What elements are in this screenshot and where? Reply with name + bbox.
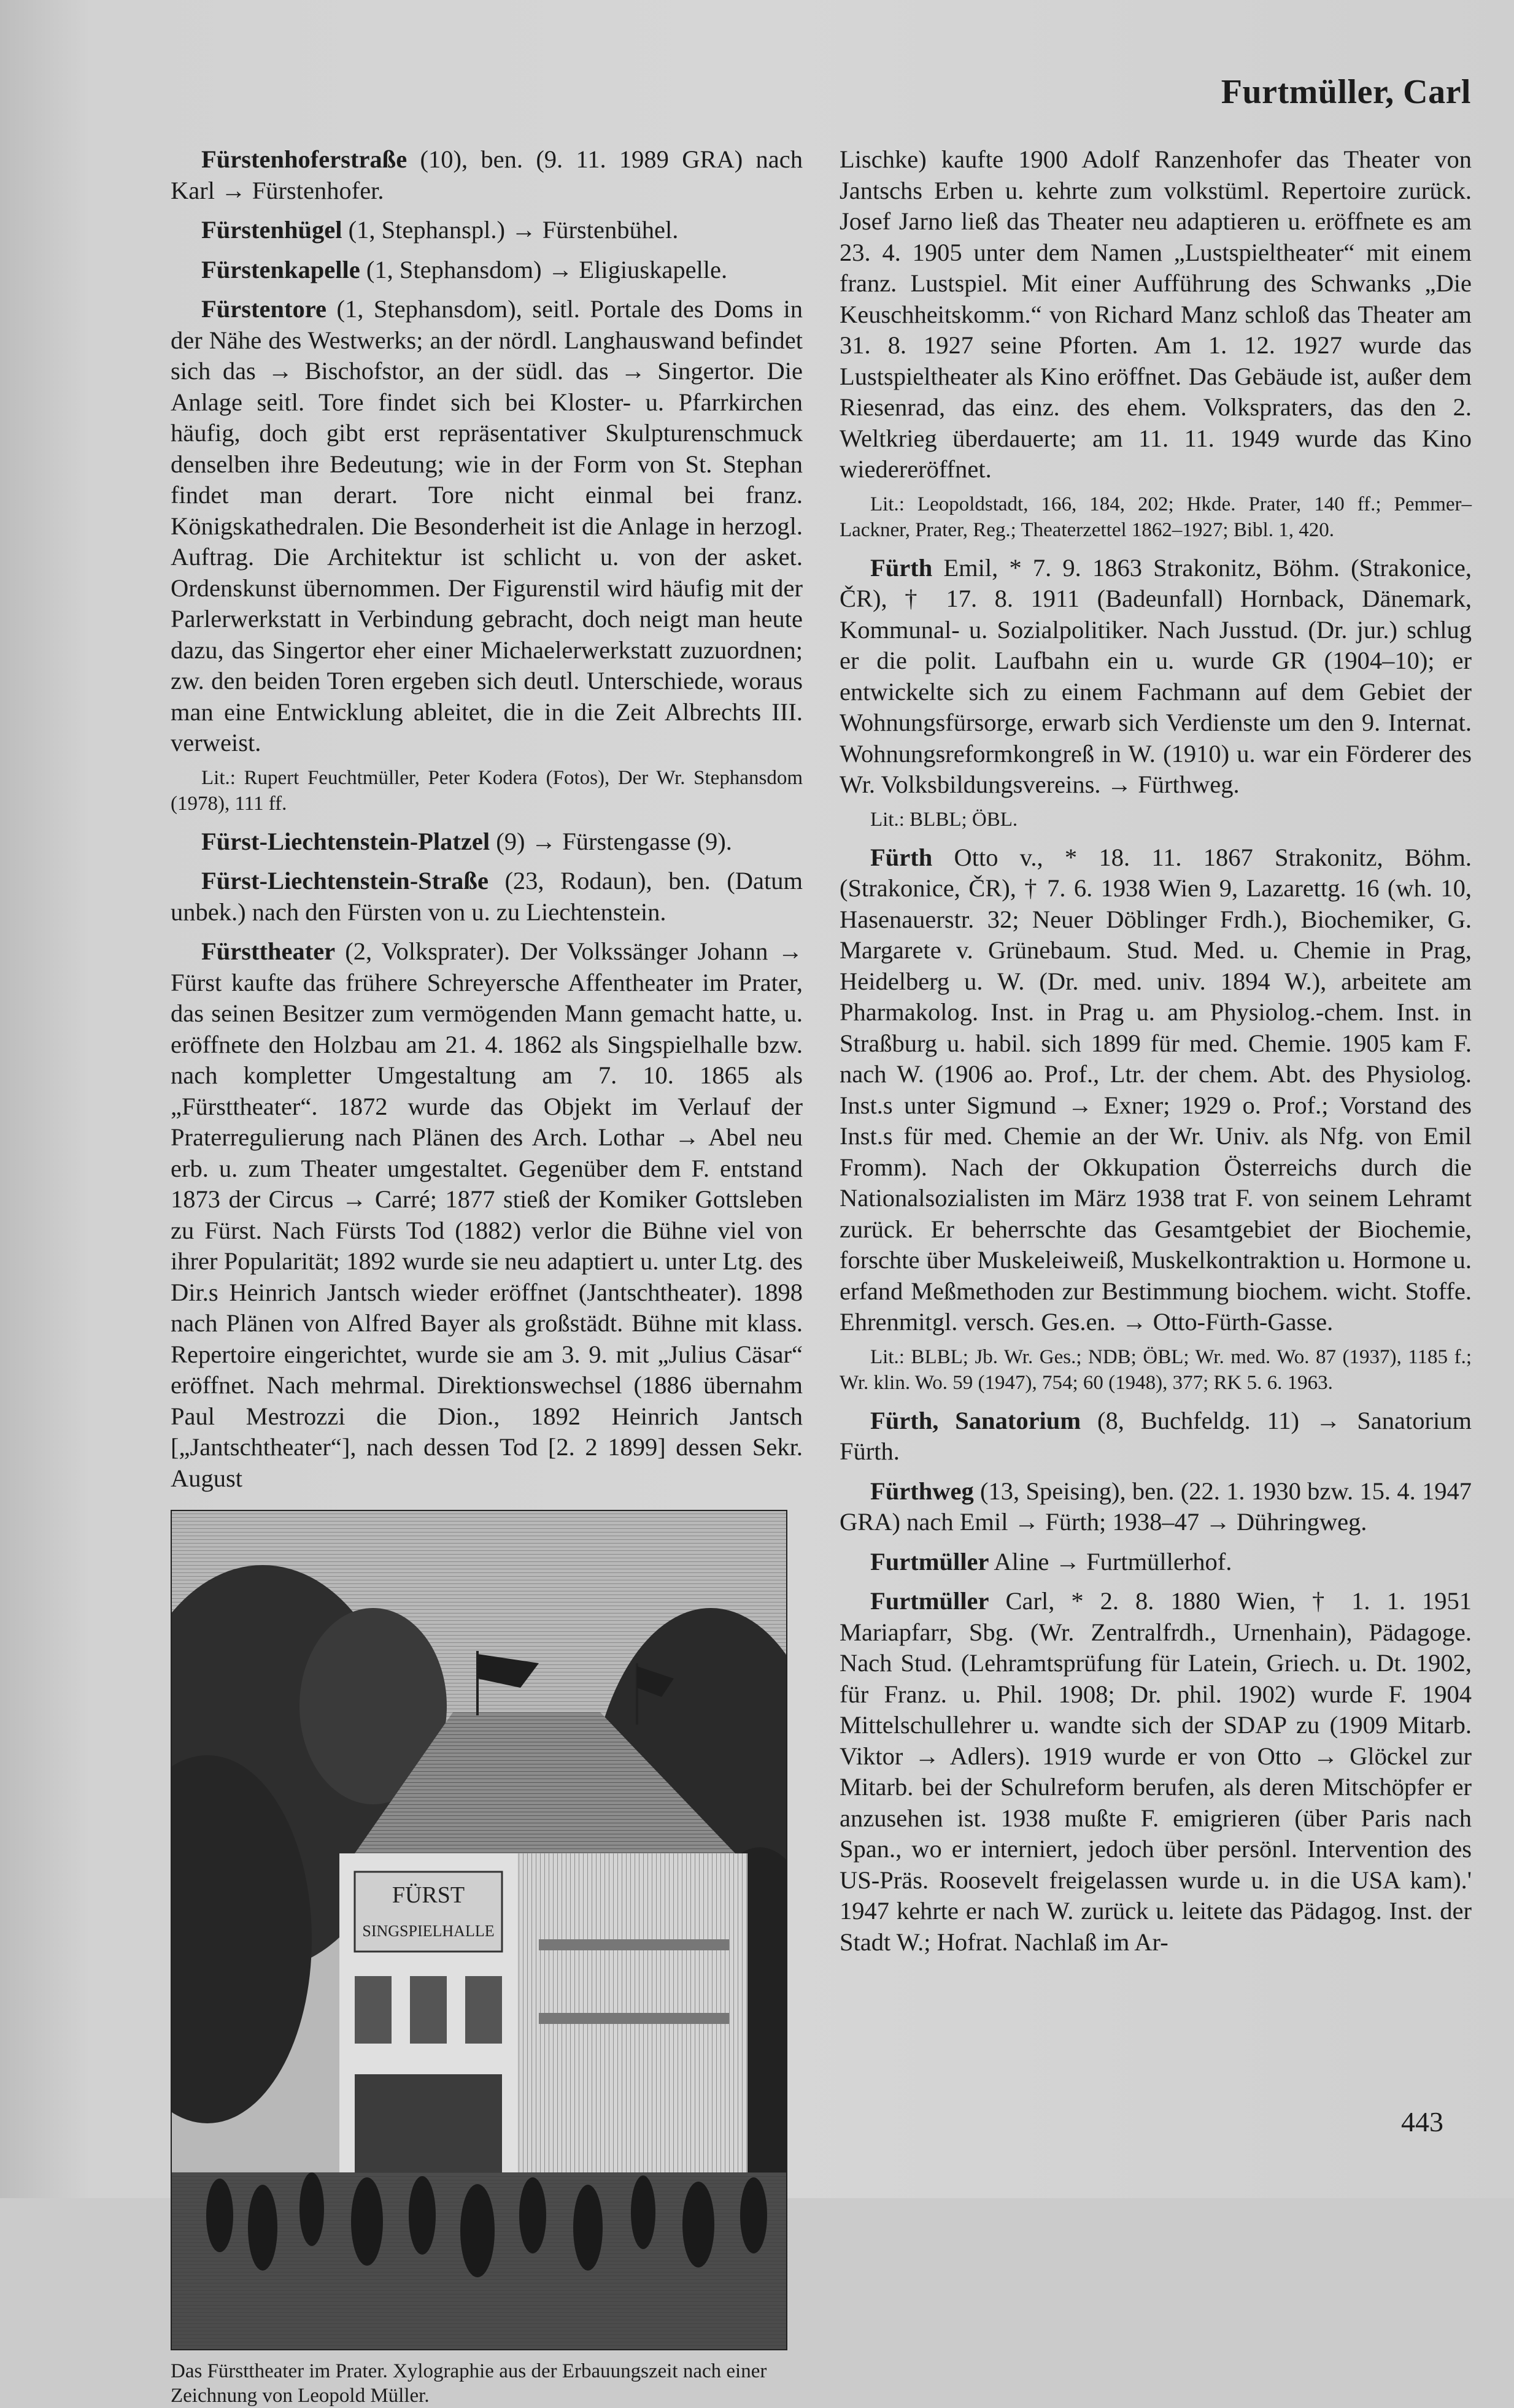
page-number: 443: [1401, 2106, 1443, 2137]
entry-furtmueller-aline: [840, 1547, 1472, 1578]
entry-text: (2, Volksprater). Der Volkssänger Johann → Fürst kaufte das frühere Schreyersche Affentheater im Prater, das seinen Besitzer zum vermögenden Mann gemacht hatte, u. eröffnete den Holzbau am 21. 4. 1862 als Singspielhalle bzw. nach kompletter Umgestaltung am 7. 10. 1865 als „Fürsttheater“. 1872 wurde das Objekt im Verlauf der Praterregulierung nach Plänen des Arch. Lothar → Abel neu erb. u. zum Theater umgestaltet. Gegenüber dem F. entstand 1873 der Circus → Carré; 1877 stieß der Komiker Gottsleben zu Fürst. Nach Fürsts Tod (1882) verlor die Bühne viel von ihrer Popularität; 1892 wurde sie neu adaptiert u. unter Ltg. des Dir.s Heinrich Jantsch wieder eröffnet (Jantschtheater). 1898 nach Plänen von Alfred Bayer als großstädt. Bühne mit klass. Repertoire eingerichtet, wurde sie am 3. 9. mit „Julius Cäsar“ eröffnet. Nach mehrmal. Direktionswechsel (1886 übernahm Paul Mestrozzi die Dion., 1892 Heinrich Jantsch [„Jantschtheater“], nach dessen Tod [2. 2 1899] dessen Sekr. August: [171, 937, 803, 1492]
entry-fuerthweg: [840, 1476, 1472, 1538]
entry-fuerth-otto: [840, 842, 1472, 1338]
entry-text: (9) → Fürstengasse (9).: [490, 827, 732, 855]
entry-text: Otto v., * 18. 11. 1867 Strakonitz, Böhm. (Strakonice, ČR), † 7. 6. 1938 Wien 9, Lazarettg. 16 (wh. 10, Hasenauerstr. 32; Neuer Döblinger Frdh.), Biochemiker, G. Margarete v. Grünebaum. Stud. Med. u. Chemie in Prag, Heidelberg u. W. (Dr. med. univ. 1894 W.), arbeitete am Pharmakolog. Inst. in Prag u. am Physiolog.-chem. Inst. in Straßburg u. habil. sich 1899 für med. Chemie. 1905 kam F. nach W. (1906 ao. Prof., Ltr. der chem. Abt. des Physiolog. Inst.s unter Sigmund → Exner; 1929 o. Prof.; Vorstand des Inst.s für med. Chemie an der Wr. Univ. als Nfg. von Emil Fromm). Nach der Okkupation Österreichs durch die Nationalsozialisten im März 1938 trat F. von seinem Lehramt zurück. Er beherrschte das Gesamtgebiet der Biochemie, forschte über Muskeleiweiß, Muskelkontraktion u. Hormone u. erfand Meßmethoden zur Bestimmung biochem. wicht. Stoffe. Ehrenmitgl. versch. Ges.en. → Otto-Fürth-Gasse.: [840, 843, 1472, 1336]
literature-note: Lit.: Rupert Feuchtmüller, Peter Kodera (Fotos), Der Wr. Stephansdom (1978), 111 ff.: [171, 766, 803, 815]
entry-fuerst-liechtenstein-strasse: [171, 866, 803, 928]
entry-headword: Furtmüller: [870, 1547, 989, 1575]
entry-fuerth-emil: [840, 553, 1472, 801]
literature-note: Lit.: BLBL; ÖBL.: [870, 808, 1018, 831]
entry-text: (13, Speising), ben. (22. 1. 1930 bzw. 15. 4. 1947 GRA) nach Emil → Fürth; 1938–47 → Dühringweg.: [840, 1477, 1472, 1536]
entry-fuerstentore: [171, 294, 803, 759]
entry-text: (1, Stephanspl.) → Fürstenbühel.: [342, 216, 679, 244]
entry-headword: Fürth: [870, 553, 933, 582]
sign-text-singspielhalle: SINGSPIELHALLE: [362, 1922, 495, 1940]
entry-headword: Fürstentore: [201, 295, 326, 323]
entry-text: Aline → Furtmüllerhof.: [989, 1547, 1232, 1575]
running-head: Furtmüller, Carl: [1221, 73, 1471, 111]
literature-note: Lit.: Leopoldstadt, 166, 184, 202; Hkde. Prater, 140 ff.; Pemmer–Lackner, Prater, Reg.; Theaterzettel 1862–1927; Bibl. 1, 420.: [840, 493, 1472, 541]
entry-text: (23, Rodaun), ben. (Datum unbek.) nach den Fürsten von u. zu Liechtenstein.: [171, 867, 803, 926]
entry-text: Emil, * 7. 9. 1863 Strakonitz, Böhm. (Strakonice, ČR), † 17. 8. 1911 (Badeunfall) Hornback, Dänemark, Kommunal- u. Sozialpolitiker. Nach Jusstud. (Dr. jur.) schlug er die polit. Laufbahn ein u. wurde GR (1904–10); er entwickelte sich zu einem Fachmann auf dem Gebiet der Wohnungsfürsorge, erwarb sich Verdienste um den 9. Internat. Wohnungsreformkongreß in W. (1910) u. war ein Förderer des Wr. Volksbildungsvereins. → Fürthweg.: [840, 553, 1472, 798]
literature-note: Lit.: BLBL; Jb. Wr. Ges.; NDB; ÖBL; Wr. med. Wo. 87 (1937), 1185 f.; Wr. klin. Wo. 59 (1947), 754; 60 (1948), 377; RK 5. 6. 1963.: [840, 1345, 1472, 1394]
entry-fuerstenkapelle: [171, 255, 803, 286]
entry-fuerstenhoferstrasse: [171, 144, 803, 206]
figure-caption: Das Fürsttheater im Prater. Xylographie aus der Erbauungszeit nach einer Zeichnung von Leopold Müller.: [171, 2360, 767, 2407]
sign-text-fuerst: FÜRST: [392, 1882, 465, 1908]
fuersttheater-illustration: [171, 1510, 787, 2350]
entry-headword: Furtmüller: [870, 1587, 989, 1615]
entry-fuerstenhuegel: [171, 215, 803, 246]
entry-headword: Fürstenkapelle: [201, 255, 360, 283]
entry-headword: Fürsttheater: [201, 937, 336, 965]
entry-headword: Fürstenhoferstraße: [201, 145, 407, 173]
entry-text: (1, Stephansdom) → Eligiuskapelle.: [360, 255, 728, 283]
entry-fuerth-sanatorium: [840, 1406, 1472, 1467]
entry-headword: Fürstenhügel: [201, 216, 342, 244]
woodcut-image: [171, 1510, 787, 2350]
entry-text: (8, Buchfeldg. 11) → Sanatorium Fürth.: [840, 1406, 1472, 1465]
right-column: [840, 144, 1472, 1966]
entry-fuerst-liechtenstein-platzel: [171, 826, 803, 858]
entry-headword: Fürth: [870, 843, 933, 871]
entry-furtmueller-carl: [840, 1586, 1472, 1958]
entry-headword: Fürst-Liechtenstein-Straße: [201, 867, 489, 894]
entry-fuersttheater-continued: Lischke) kaufte 1900 Adolf Ranzenhofer das Theater von Jantschs Erben u. kehrte zum volkstüml. Repertoire zurück. Josef Jarno ließ das Theater neu adaptieren u. eröffnete es am 23. 4. 1905 unter dem Namen „Lustspieltheater“ mit einem franz. Lustspiel. Mit einer Aufführung des Schwanks „Die Keuschheitskomm.“ von Richard Manz schloß das Theater am 31. 8. 1927 seine Pforten. Am 1. 12. 1927 wurde das Lustspieltheater als Kino eröffnet. Das Gebäude ist, außer dem Riesenrad, das einz. des ehem. Volkspraters, das den 2. Weltkrieg überdauerte; am 11. 11. 1949 wurde das Kino wiedereröffnet.: [840, 145, 1472, 483]
entry-headword: Fürth, Sanatorium: [870, 1406, 1081, 1434]
entry-headword: Fürst-Liechtenstein-Platzel: [201, 827, 490, 855]
entry-text: Carl, * 2. 8. 1880 Wien, † 1. 1. 1951 Mariapfarr, Sbg. (Wr. Zentralfrdh., Urnenhain), Pädagoge. Nach Stud. (Lehramtsprüfung für Latein, Griech. u. Dt. 1902, für Franz. u. Phil. 1908; Dr. phil. 1902) wurde F. 1904 Mittelschullehrer u. wandte sich der SDAP zu (1909 Mitarb. Viktor → Adlers). 1919 wurde er von Otto → Glöckel zur Mitarb. bei der Schulreform berufen, als deren Mitschöpfer er anzusehen ist. 1938 mußte F. emigrieren (über Paris nach Span., wo er interniert, jedoch über persönl. Intervention des US-Präs. Roosevelt freigelassen wurde u. in die USA kam).' 1947 kehrte er nach W. zurück u. leitete das Pädagog. Inst. der Stadt W.; Hofrat. Nachlaß im Ar-: [840, 1587, 1472, 1956]
entry-text: (10), ben. (9. 11. 1989 GRA) nach Karl → Fürstenhofer.: [171, 145, 803, 204]
entry-fuersttheater: [171, 936, 803, 1494]
entry-text: (1, Stephansdom), seitl. Portale des Doms in der Nähe des Westwerks; an der nördl. Langhauswand befindet sich das → Bischofstor, an der südl. das → Singertor. Die Anlage seitl. Tore findet sich bei Kloster- u. Pfarrkirchen häufig, doch gibt erst repräsentativer Skulpturenschmuck denselben ihre Bedeutung; wie in der Form von St. Stephan findet man derart. Tore nicht einmal bei franz. Königskathedralen. Die Besonderheit ist die Anlage in herzogl. Auftrag. Die Architektur ist schlicht u. von der asket. Ordenskunst übernommen. Der Figurenstil wird häufig mit der Parlerwerkstatt in Verbindung gebracht, doch neigt man heute dazu, das Singertor eher einer Michaelerwerkstatt zuzuordnen; zw. den beiden Toren ergeben sich deutl. Unterschiede, woraus man eine Entwicklung ableitet, die in die Zeit Albrechts III. verweist.: [171, 295, 803, 756]
entry-headword: Fürthweg: [870, 1477, 974, 1505]
left-column: [171, 144, 803, 2408]
